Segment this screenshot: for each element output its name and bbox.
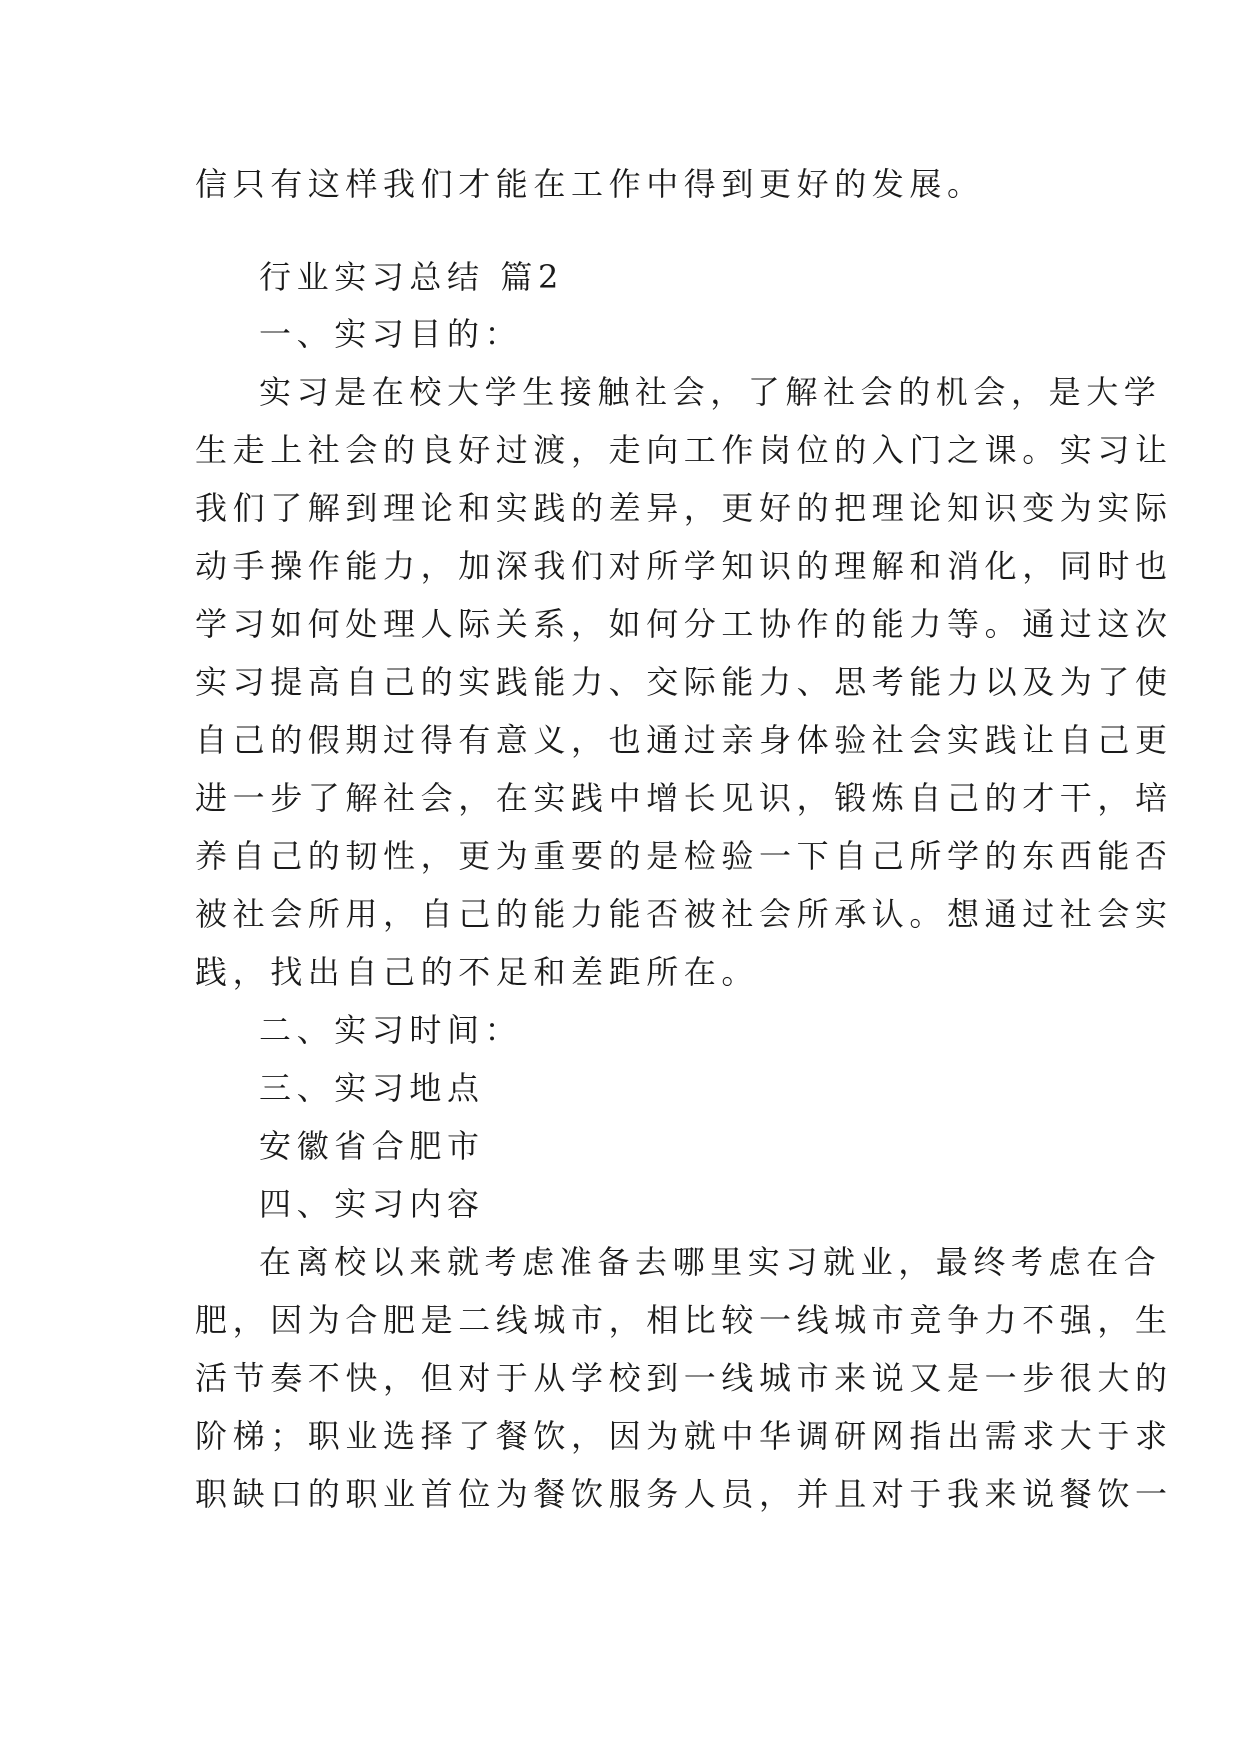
paragraph-line: 职缺口的职业首位为餐饮服务人员，并且对于我来说餐饮一	[195, 1475, 1173, 1513]
subsection-heading: 二、实习时间：	[259, 1011, 523, 1049]
paragraph-line: 进一步了解社会，在实践中增长见识，锻炼自己的才干，培	[195, 779, 1173, 817]
paragraph-line: 我们了解到理论和实践的差异，更好的把理论知识变为实际	[195, 489, 1173, 527]
paragraph-line: 实习提高自己的实践能力、交际能力、思考能力以及为了使	[195, 663, 1173, 701]
subsection-heading: 三、实习地点	[259, 1069, 485, 1107]
subsection-heading: 四、实习内容	[259, 1185, 485, 1223]
paragraph-line: 实习是在校大学生接触社会，了解社会的机会，是大学	[259, 373, 1162, 411]
paragraph-line: 践，找出自己的不足和差距所在。	[195, 953, 760, 991]
paragraph-line: 阶梯；职业选择了餐饮，因为就中华调研网指出需求大于求	[195, 1417, 1173, 1455]
section-heading: 行业实习总结 篇2	[259, 258, 564, 296]
paragraph-line: 活节奏不快，但对于从学校到一线城市来说又是一步很大的	[195, 1359, 1173, 1397]
paragraph-line: 学习如何处理人际关系，如何分工协作的能力等。通过这次	[195, 605, 1173, 643]
paragraph-line: 生走上社会的良好过渡，走向工作岗位的入门之课。实习让	[195, 431, 1173, 469]
paragraph-line: 在离校以来就考虑准备去哪里实习就业，最终考虑在合	[259, 1243, 1162, 1281]
paragraph-line: 自己的假期过得有意义，也通过亲身体验社会实践让自己更	[195, 721, 1173, 759]
subsection-heading: 一、实习目的：	[259, 315, 523, 353]
paragraph-line: 被社会所用，自己的能力能否被社会所承认。想通过社会实	[195, 895, 1173, 933]
paragraph-line: 养自己的韧性，更为重要的是检验一下自己所学的东西能否	[195, 837, 1173, 875]
paragraph-line: 安徽省合肥市	[259, 1127, 485, 1165]
paragraph-line: 信只有这样我们才能在工作中得到更好的发展。	[195, 165, 985, 203]
paragraph-line: 肥，因为合肥是二线城市，相比较一线城市竞争力不强，生	[195, 1301, 1173, 1339]
paragraph-line: 动手操作能力，加深我们对所学知识的理解和消化，同时也	[195, 547, 1173, 585]
